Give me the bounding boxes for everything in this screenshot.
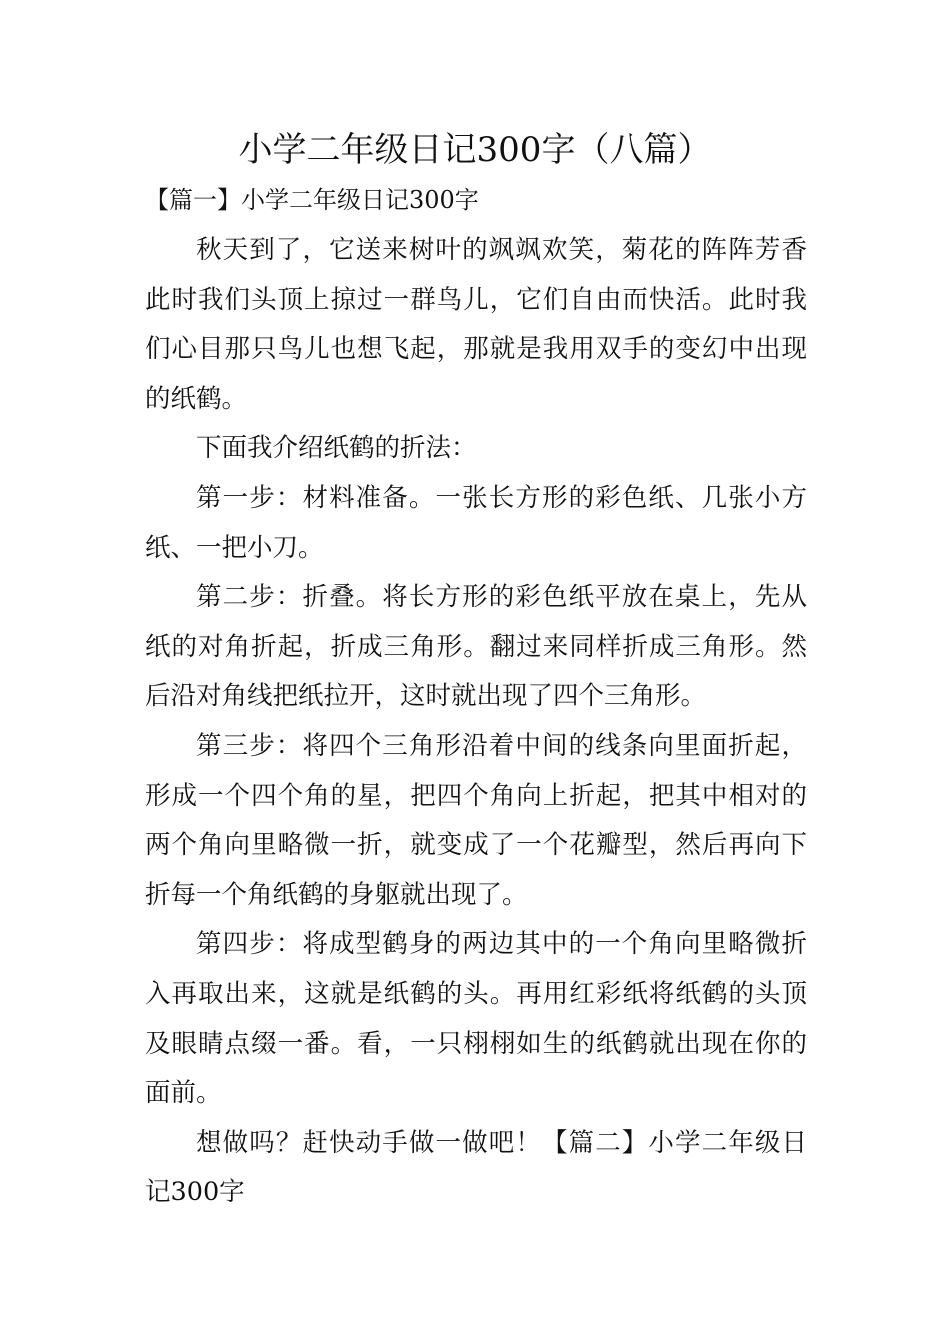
document-title: 小学二年级日记300字（八篇） [238, 130, 712, 170]
paragraph-4: 第二步：折叠。将长方形的彩色纸平放在桌上，先从纸的对角折起，折成三角形。翻过来同样折成三角形。然后沿对角线把纸拉开，这时就出现了四个三角形。 [145, 582, 807, 712]
paragraph-5: 第三步：将四个三角形沿着中间的线条向里面折起，形成一个四个角的星，把四个角向上折起，把其中相对的两个角向里略微一折，就变成了一个花瓣型，然后再向下折每一个角纸鹤的身躯就出现了。 [145, 730, 807, 910]
document-body [145, 226, 807, 1218]
paragraph-2: 下面我介绍纸鹤的折法： [196, 433, 477, 464]
section-heading: 【篇一】小学二年级日记300字 [145, 186, 479, 214]
paragraph-3: 第一步：材料准备。一张长方形的彩色纸、几张小方纸、一把小刀。 [145, 482, 807, 563]
paragraph-6: 第四步：将成型鹤身的两边其中的一个角向里略微折入再取出来，这就是纸鹤的头。再用红彩纸将纸鹤的头顶及眼睛点缀一番。看，一只栩栩如生的纸鹤就出现在你的面前。 [145, 929, 807, 1109]
paragraph-1: 秋天到了，它送来树叶的飒飒欢笑，菊花的阵阵芳香此时我们头顶上掠过一群鸟儿，它们自由而快活。此时我们心目那只鸟儿也想飞起，那就是我用双手的变幻中出现的纸鹤。 [145, 235, 807, 414]
paragraph-7: 想做吗？赶快动手做一做吧！【篇二】小学二年级日记300字 [145, 1127, 807, 1208]
